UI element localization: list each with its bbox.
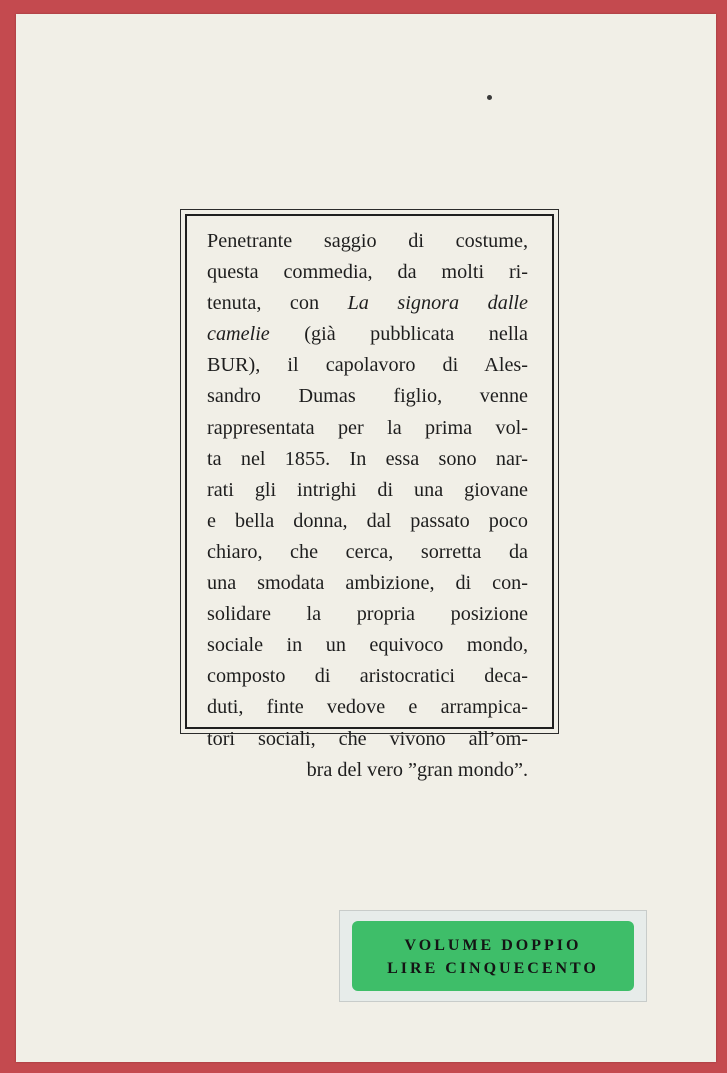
blurb-line: solidare la propria posizione bbox=[207, 603, 528, 626]
blurb-line: questa commedia, da molti ri- bbox=[207, 261, 528, 284]
blurb-line: sandro Dumas figlio, venne bbox=[207, 385, 528, 408]
blurb-line: rappresentata per la prima vol- bbox=[207, 416, 528, 439]
blurb-line: sociale in un equivoco mondo, bbox=[207, 634, 528, 657]
blurb-line: duti, finte vedove e arrampica- bbox=[207, 696, 528, 719]
blurb-line: rati gli intrighi di una giovane bbox=[207, 478, 528, 501]
blurb-text bbox=[207, 226, 528, 786]
blurb-line-text: tenuta, con bbox=[207, 292, 320, 315]
blurb-line: e bella donna, dal passato poco bbox=[207, 509, 528, 532]
ink-speck bbox=[487, 95, 492, 100]
blurb-line: Penetrante saggio di costume, bbox=[207, 230, 528, 252]
blurb-line: una smodata ambizione, di con- bbox=[207, 572, 528, 595]
blurb-line-text: (già pubblicata nella bbox=[304, 323, 529, 346]
book-title-italic: La signora dalle bbox=[347, 292, 528, 315]
blurb-line: ta nel 1855. In essa sono nar- bbox=[207, 447, 528, 470]
blurb-line: composto di aristocratici deca- bbox=[207, 665, 528, 688]
blurb-line bbox=[207, 319, 528, 350]
blurb-line: chiaro, che cerca, sorretta da bbox=[207, 540, 528, 563]
price-sticker-label bbox=[352, 921, 634, 991]
blurb-line: BUR), il capolavoro di Ales- bbox=[207, 354, 528, 377]
blurb-line: tori sociali, che vivono all’om- bbox=[207, 727, 528, 750]
sticker-price-text: LIRE CINQUECENTO bbox=[387, 960, 599, 977]
blurb-line bbox=[207, 288, 528, 319]
book-title-italic: camelie bbox=[207, 323, 270, 346]
sticker-volume-text: VOLUME DOPPIO bbox=[404, 937, 582, 954]
price-sticker bbox=[339, 910, 647, 1002]
blurb-line: bra del vero ”gran mondo”. bbox=[306, 758, 528, 781]
